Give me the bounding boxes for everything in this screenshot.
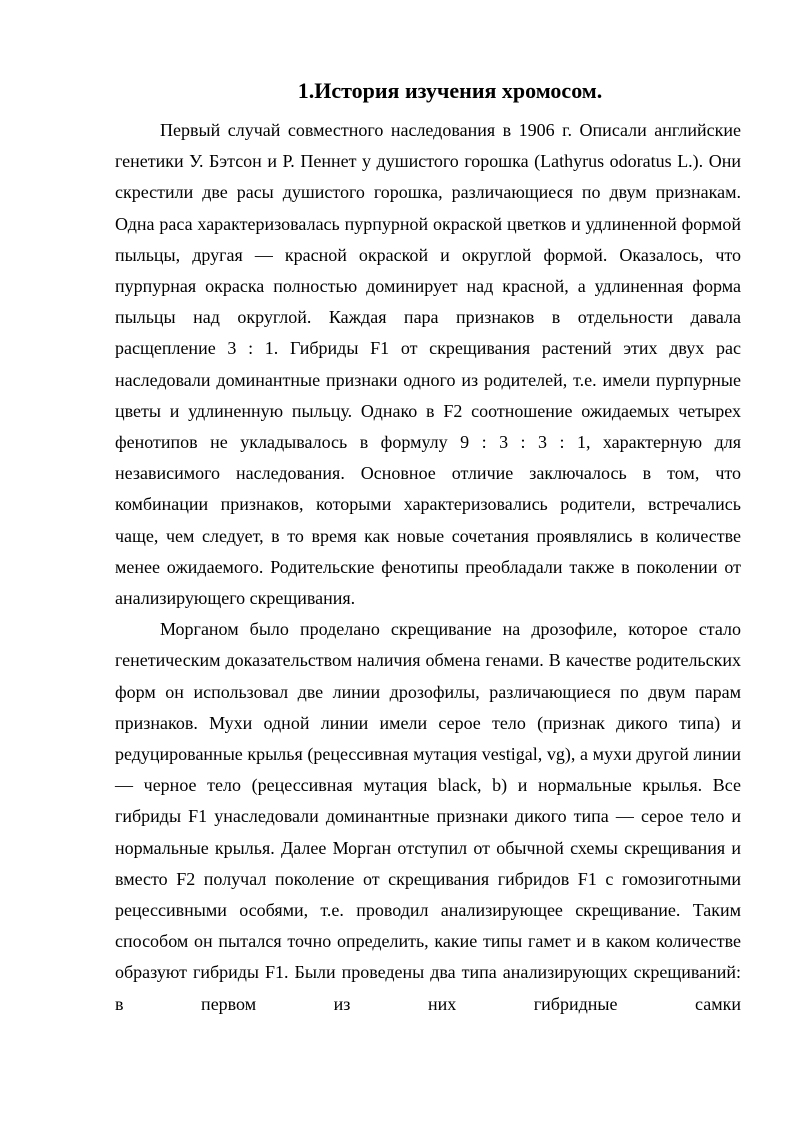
paragraph-1: Первый случай совместного наследования в 1906 г. Описали английские генетики У. Бэтсон и Р. Пеннет у душистого горошка (Lathyrus odoratus L.). Они скрестили две расы душистого горошка, различающиеся по двум признакам. Одна раса характеризовалась пурпурной окраской цветков и удлиненной формой пыльцы, другая — красной окраской и округлой формой. Оказалось, что пурпурная окраска полностью доминирует над красной, а удлиненная форма пыльцы над округлой. Каждая пара признаков в отдельности давала расщепление 3 : 1. Гибриды F1 от скрещивания растений этих двух рас наследовали доминантные признаки одного из родителей, т.е. имели пурпурные цветы и удлиненную пыльцу. Однако в F2 соотношение ожидаемых четырех фенотипов не укладывалось в формулу 9 : 3 : 3 : 1, характерную для независимого наследования. Основное отличие заключалось в том, что комбинации признаков, которыми характеризовались родители, встречались чаще, чем следует, в то время как новые сочетания проявлялись в количестве менее ожидаемого. Родительские фенотипы преобладали также в поколении от анализирующего скрещивания. <box>115 120 741 609</box>
paragraph-2: Морганом было проделано скрещивание на дрозофиле, которое стало генетическим доказательством наличия обмена генами. В качестве родительских форм он использовал две линии дрозофилы, различающиеся по двум парам признаков. Мухи одной линии имели серое тело (признак дикого типа) и редуцированные крылья (рецессивная мутация vestigal, vg), а мухи другой линии — черное тело (рецессивная мутация black, b) и нормальные крылья. Все гибриды F1 унаследовали доминантные признаки дикого типа — серое тело и нормальные крылья. Далее Морган отступил от обычной схемы скрещивания и вместо F2 получал поколение от скрещивания гибридов F1 с гомозиготными рецессивными особями, т.е. проводил анализирующее скрещивание. Таким способом он пытался точно определить, какие типы гамет и в каком количестве образуют гибриды F1. Были проведены два типа анализирующих скрещиваний: в первом из них гибридные самки <box>115 619 741 1014</box>
page-title: 1.История изучения хромосом. <box>297 78 603 103</box>
document-body <box>115 115 741 1020</box>
